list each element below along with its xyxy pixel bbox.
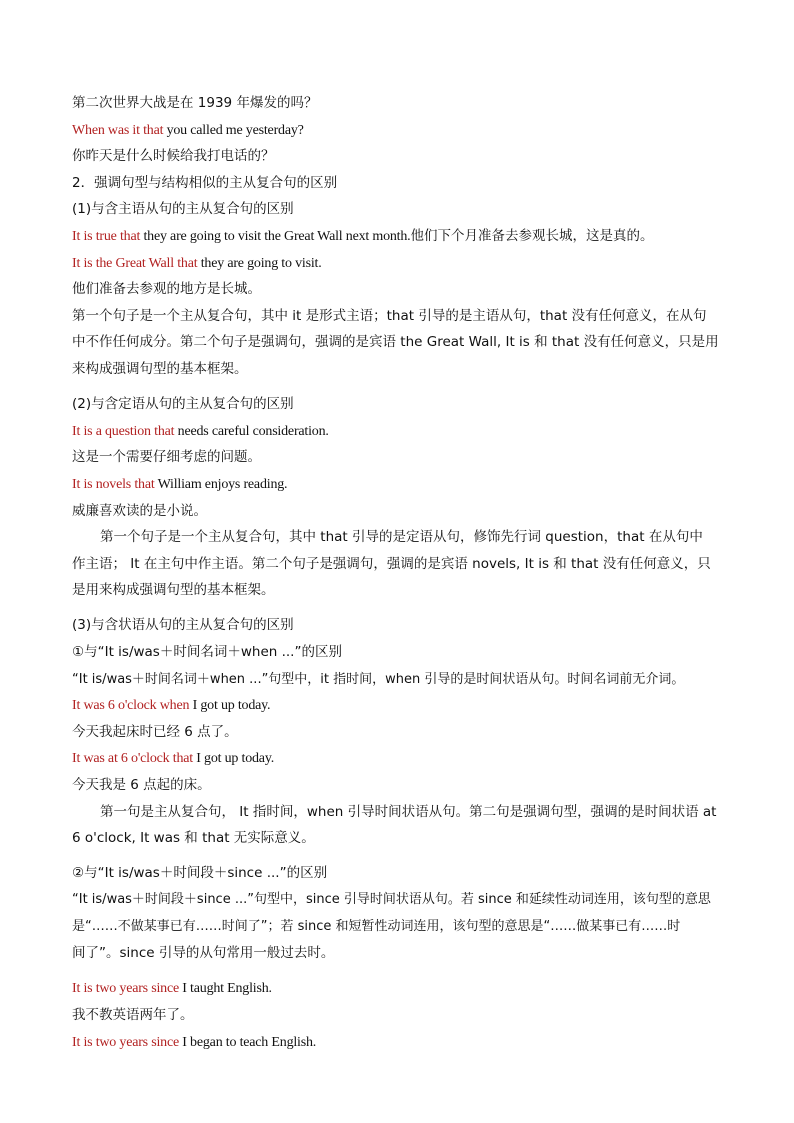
translation [72,448,724,475]
text-segment: (1)与含主语从句的主从复合句的区别 [72,201,294,218]
paragraph-line: 来构成强调句型的基本框架。 [72,360,248,377]
text-segment: (2)与含定语从句的主从复合句的区别 [72,396,294,413]
paragraph-line: 间了”。since 引导的从句常用一般过去时。 [72,945,335,962]
paragraph-line: 作主语； It 在主句中作主语。第二个句子是强调句，强调的是宾语 novels, It is 和 that 没有任何意义，只 [72,555,711,572]
text-segment: I got up today. [192,751,275,767]
translation [72,776,724,803]
text-line [72,670,724,697]
example-sentence [72,227,724,254]
text-segment: 我不教英语两年了。 [72,1006,194,1023]
explanation-paragraph [72,891,724,971]
block-2 [72,395,724,528]
subsection-heading [72,395,724,422]
subsection-heading [72,200,724,227]
paragraph-line: 第一个句子是一个主从复合句，其中 it 是形式主语；that 引导的是主语从句，that 没有任何意义，在从句 [72,307,707,324]
block-3 [72,616,724,802]
explanation-paragraph [72,307,724,387]
example-sentence [72,979,724,1006]
emphasis-frame: It is a question that [72,423,175,439]
text-segment: (3)与含状语从句的主从复合句的区别 [72,617,294,634]
paragraph-line: 第一句是主从复合句， It 指时间，when 引导时间状语从句。第二句是强调句型，强调的是时间状语 at [100,803,717,820]
text-line [72,94,724,121]
translation [72,147,724,174]
example-sentence [72,254,724,281]
paragraph-line: 第一个句子是一个主从复合句，其中 that 引导的是定语从句，修饰先行词 question，that 在从句中 [100,529,703,546]
text-segment: they are going to visit the Great Wall next month. [140,228,411,244]
text-segment: “It is/was＋时间名词＋when ...”句型中，it 指时间，when 引导的是时间状语从句。时间名词前无介词。 [72,671,685,687]
example-sentence [72,121,724,148]
paragraph-line: 是“……不做某事已有……时间了”；若 since 和短暂性动词连用，该句型的意思是“……做某事已有……时 [72,918,681,934]
explanation-paragraph [72,528,724,608]
emphasis-frame: It is the Great Wall that [72,255,198,271]
text-segment: you called me yesterday? [163,122,304,138]
text-segment: 这是一个需要仔细考虑的问题。 [72,449,261,466]
example-sentence [72,475,724,502]
subsection-heading [72,616,724,643]
emphasis-frame: It was at 6 o'clock that [72,751,193,767]
translation [72,1006,724,1033]
example-sentence [72,1033,724,1060]
text-segment: I got up today. [189,698,271,714]
document-page [72,94,724,1059]
paragraph-line: 是用来构成强调句型的基本框架。 [72,582,275,599]
block-1 [72,94,724,307]
explanation-paragraph [72,803,724,856]
translation [72,723,724,750]
emphasis-frame: It was 6 o'clock when [72,698,190,714]
text-segment: 今天我是 6 点起的床。 [72,777,211,794]
text-segment: ②与“It is/was＋时间段＋since ...”的区别 [72,865,328,882]
block-5 [72,979,724,1059]
text-segment: 2．强调句型与结构相似的主从复合句的区别 [72,174,338,191]
text-segment: 威廉喜欢读的是小说。 [72,502,207,519]
example-sentence [72,422,724,449]
text-segment: 第二次世界大战是在 1939 年爆发的吗？ [72,95,318,111]
emphasis-frame: When was it that [72,122,164,138]
example-sentence [72,696,724,723]
emphasis-frame: It is two years since [72,981,179,997]
text-segment: 他们准备去参观的地方是长城。 [72,281,261,298]
item-heading [72,864,724,891]
emphasis-frame: It is novels that [72,476,155,492]
translation [72,502,724,529]
text-segment: they are going to visit. [197,255,322,271]
example-sentence [72,749,724,776]
text-segment: 他们下个月准备去参观长城，这是真的。 [410,227,654,244]
paragraph-line: 6 o'clock, It was 和 that 无实际意义。 [72,830,315,847]
paragraph-line: “It is/was＋时间段＋since ...”句型中，since 引导时间状语从句。若 since 和延续性动词连用，该句型的意思 [72,892,711,907]
text-segment: William enjoys reading. [154,476,288,492]
translation [72,280,724,307]
text-segment: I began to teach English. [179,1034,317,1050]
text-segment: 你昨天是什么时候给我打电话的？ [72,148,275,165]
section-heading [72,174,724,201]
item-heading [72,643,724,670]
emphasis-frame: It is true that [72,228,141,244]
paragraph-line: 中不作任何成分。第二个句子是强调句，强调的是宾语 the Great Wall, It is 和 that 没有任何意义，只是用 [72,334,719,351]
emphasis-frame: It is two years since [72,1034,179,1050]
text-segment: ①与“It is/was＋时间名词＋when ...”的区别 [72,644,342,661]
block-4 [72,864,724,891]
text-segment: needs careful consideration. [174,423,329,439]
text-segment: 今天我起床时已经 6 点了。 [72,723,238,740]
text-segment: I taught English. [179,981,272,997]
